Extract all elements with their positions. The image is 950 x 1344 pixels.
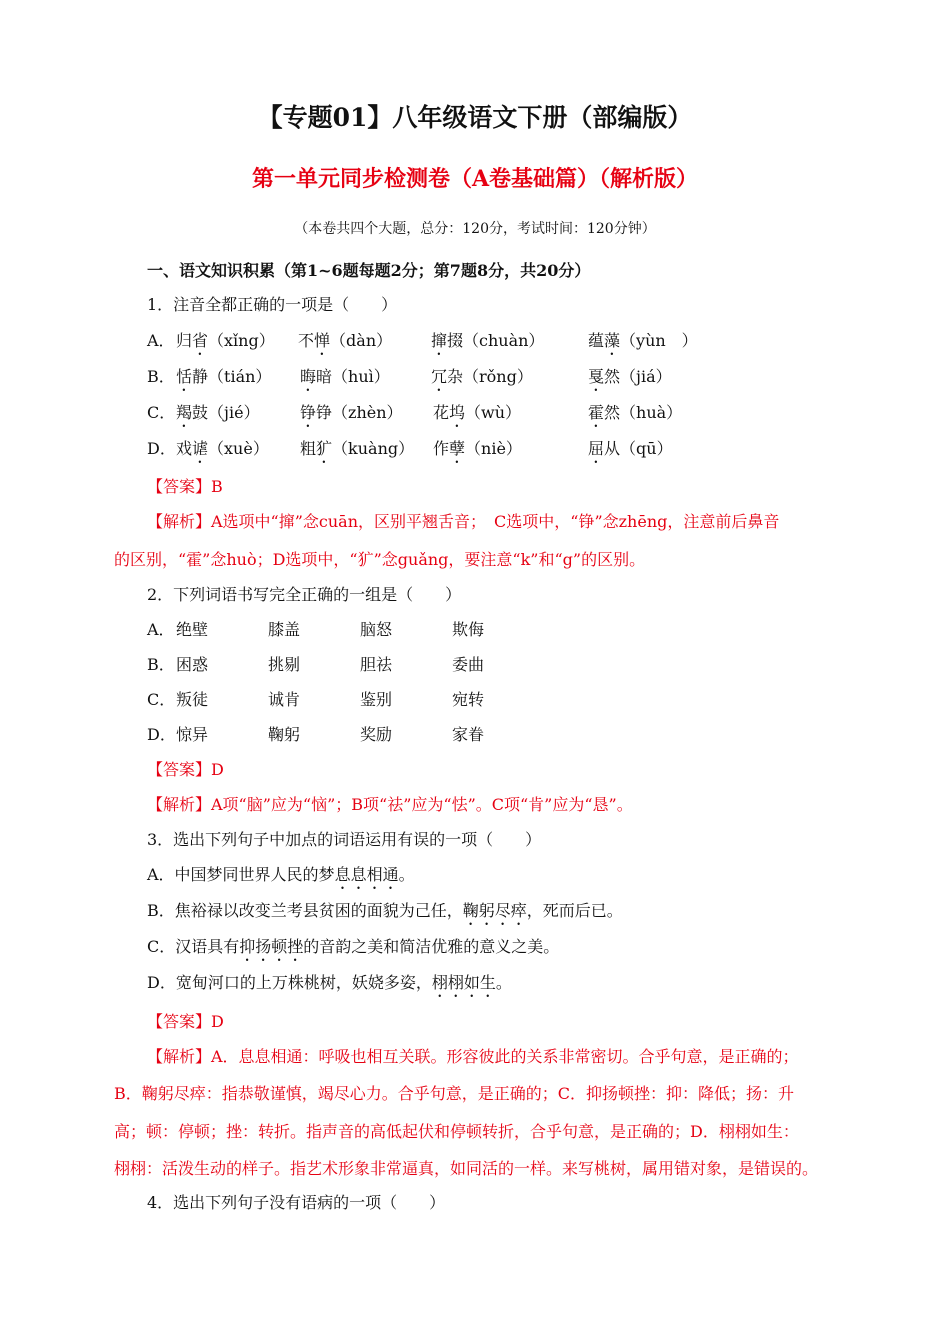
option-item: 冗杂（rǒng） (431, 367, 533, 386)
option-label: B． (147, 367, 175, 386)
option-item: 粗犷（kuàng） (300, 439, 415, 458)
question-2-stem: 2．下列词语书写完全正确的一组是（ ） (147, 585, 462, 604)
q2-answer: 【答案】D (147, 760, 224, 779)
option-label: A． (147, 620, 175, 639)
q3-analysis-line: B．鞠躬尽瘁：指恭敬谨慎，竭尽心力。合乎句意，是正确的；C．抑扬顿挫：抑：降低；扬：升 (114, 1084, 795, 1103)
option-word: 欺侮 (452, 620, 485, 639)
option-word: 鉴别 (360, 690, 393, 709)
option-word: 家眷 (452, 725, 485, 744)
option-item: 蕴藻（yùn ） (588, 331, 698, 350)
option-item: 戛然（jiá） (588, 367, 672, 386)
option-item: 屈从（qū） (588, 439, 673, 458)
option-label: D． (147, 725, 176, 744)
question-4-stem: 4．选出下列句子没有语病的一项（ ） (147, 1193, 446, 1212)
q3-analysis-line: 高；顿：停顿；挫：转折。指声音的高低起伏和停顿转折，合乎句意，是正确的；D．栩栩如生： (114, 1122, 799, 1141)
option-word: 挑剔 (268, 655, 301, 674)
option-item: 晦暗（huì） (300, 367, 390, 386)
page-subtitle: 第一单元同步检测卷（A卷基础篇）（解析版） (251, 166, 699, 192)
option-word: 膝盖 (268, 620, 301, 639)
option-item: 撺掇（chuàn） (431, 331, 545, 350)
q2-analysis: 【解析】A项“脑”应为“恼”；B项“祛”应为“怯”。C项“肯”应为“恳”。 (147, 795, 633, 814)
option-label: B． (147, 655, 175, 674)
option-word: 叛徒 (176, 690, 209, 709)
option-word: 宛转 (452, 690, 485, 709)
option-label: C． (147, 690, 176, 709)
option-word: 胆祛 (360, 655, 393, 674)
option-word: 困惑 (176, 655, 209, 674)
option-item: 铮铮（zhèn） (300, 403, 403, 422)
question-3-stem: 3．选出下列句子中加点的词语运用有误的一项（ ） (147, 830, 542, 849)
option-word: 鞠躬 (268, 725, 301, 744)
option-item: 花坞（wù） (433, 403, 522, 422)
q3-option-b: B．焦裕禄以改变兰考县贫困的面貌为己任，鞠躬尽瘁，死而后已。 (147, 901, 623, 920)
q3-analysis-line: 【解析】A．息息相通：呼吸也相互关联。形容彼此的关系非常密切。合乎句意，是正确的； (147, 1047, 799, 1066)
q3-analysis-line: 栩栩：活泼生动的样子。指艺术形象非常逼真，如同活的一样。来写桃树，属用错对象，是错误的。 (114, 1159, 819, 1178)
question-1-stem: 1．注音全都正确的一项是（ ） (147, 295, 398, 314)
option-item: 羯鼓（jié） (176, 403, 260, 422)
option-item: 不惮（dàn） (298, 331, 393, 350)
section-heading: 一、语文知识积累（第1~6题每题2分；第7题8分，共20分） (147, 261, 591, 280)
option-item: 霍然（huà） (588, 403, 683, 422)
option-item: 恬静（tián） (176, 367, 272, 386)
q1-analysis-line: 【解析】A选项中“撺”念cuān，区别平翘舌音； C选项中，“铮”念zhēng，注意前后鼻音 (147, 512, 780, 531)
option-word: 惊异 (176, 725, 209, 744)
option-label: C． (147, 403, 176, 422)
q1-analysis-line: 的区别，“霍”念huò；D选项中，“犷”念guǎng，要注意“k”和“g”的区别。 (114, 550, 646, 569)
option-word: 诚肯 (268, 690, 301, 709)
page-title: 【专题01】八年级语文下册（部编版） (257, 103, 693, 132)
q1-answer: 【答案】B (147, 477, 223, 496)
q3-option-a: A．中国梦同世界人民的梦息息相通。 (147, 865, 415, 884)
option-item: 作孽（niè） (433, 439, 522, 458)
option-word: 委曲 (452, 655, 485, 674)
option-label: D． (147, 439, 176, 458)
option-label: A． (147, 331, 175, 350)
option-word: 脑怒 (360, 620, 393, 639)
exam-note: （本卷共四个大题，总分：120分，考试时间：120分钟） (294, 221, 656, 237)
option-item: 戏谑（xuè） (176, 439, 269, 458)
q3-option-d: D．宽甸河口的上万株桃树，妖娆多姿，栩栩如生。 (147, 973, 512, 992)
q3-answer: 【答案】D (147, 1012, 224, 1031)
q3-option-c: C．汉语具有抑扬顿挫的音韵之美和简洁优雅的意义之美。 (147, 937, 560, 956)
option-word: 奖励 (360, 725, 393, 744)
option-item: 归省（xǐng） (176, 331, 275, 350)
option-word: 绝壁 (176, 620, 209, 639)
